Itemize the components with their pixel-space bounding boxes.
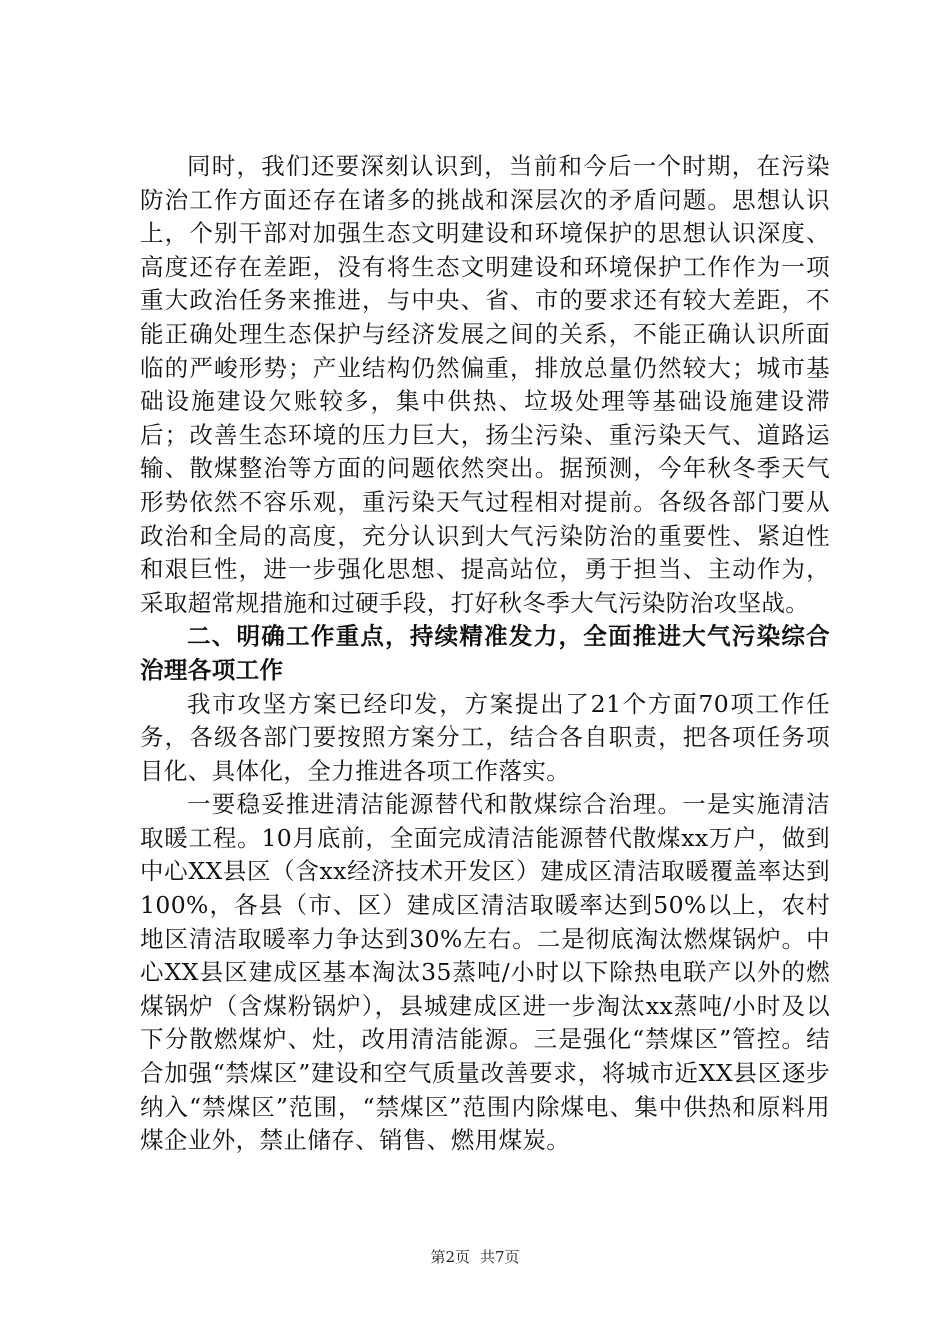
body-paragraph: 一要稳妥推进清洁能源替代和散煤综合治理。一是实施清洁取暖工程。10月底前，全面完成清洁能源替代散煤xx万户，做到中心XX县区（含xx经济技术开发区）建成区清洁取暖覆盖率达到100%，各县（市、区）建成区清洁取暖率达到50%以上，农村地区清洁取暖率力争达到30%左右。二是彻底淘汰燃煤锅炉。中心XX县区建成区基本淘汰35蒸吨/小时以下除热电联产以外的燃煤锅炉（含煤粉锅炉），县城建成区进一步淘汰xx蒸吨/小时及以下分散燃煤炉、灶，改用清洁能源。三是强化“禁煤区”管控。结合加强“禁煤区”建设和空气质量改善要求，将城市近XX县区逐步纳入“禁煤区”范围，“禁煤区”范围内除煤电、集中供热和原料用煤企业外，禁止储存、销售、燃用煤炭。 [140,790,830,1155]
body-paragraph: 我市攻坚方案已经印发，方案提出了21个方面70项工作任务，各级各部门要按照方案分工，结合各自职责，把各项任务项目化、具体化，全力推进各项工作落实。 [140,689,830,785]
page-footer [0,1246,950,1267]
section-heading: 二、明确工作重点，持续精准发力，全面推进大气污染综合治理各项工作 [140,622,830,684]
page-number: 第2页 [430,1248,470,1266]
page-total: 共7页 [480,1248,520,1266]
body-paragraph: 同时，我们还要深刻认识到，当前和今后一个时期，在污染防治工作方面还存在诸多的挑战和深层次的矛盾问题。思想认识上，个别干部对加强生态文明建设和环境保护的思想认识深度、高度还存在差距，没有将生态文明建设和环境保护工作作为一项重大政治任务来推进，与中央、省、市的要求还有较大差距，不能正确处理生态保护与经济发展之间的关系，不能正确认识所面临的严峻形势；产业结构仍然偏重，排放总量仍然较大；城市基础设施建设欠账较多，集中供热、垃圾处理等基础设施建设滞后；改善生态环境的压力巨大，扬尘污染、重污染天气、道路运输、散煤整治等方面的问题依然突出。据预测，今年秋冬季天气形势依然不容乐观，重污染天气过程相对提前。各级各部门要从政治和全局的高度，充分认识到大气污染防治的重要性、紧迫性和艰巨性，进一步强化思想、提高站位，勇于担当、主动作为，采取超常规措施和过硬手段，打好秋冬季大气污染防治攻坚战。 [140,152,830,617]
document-body [140,150,830,1158]
